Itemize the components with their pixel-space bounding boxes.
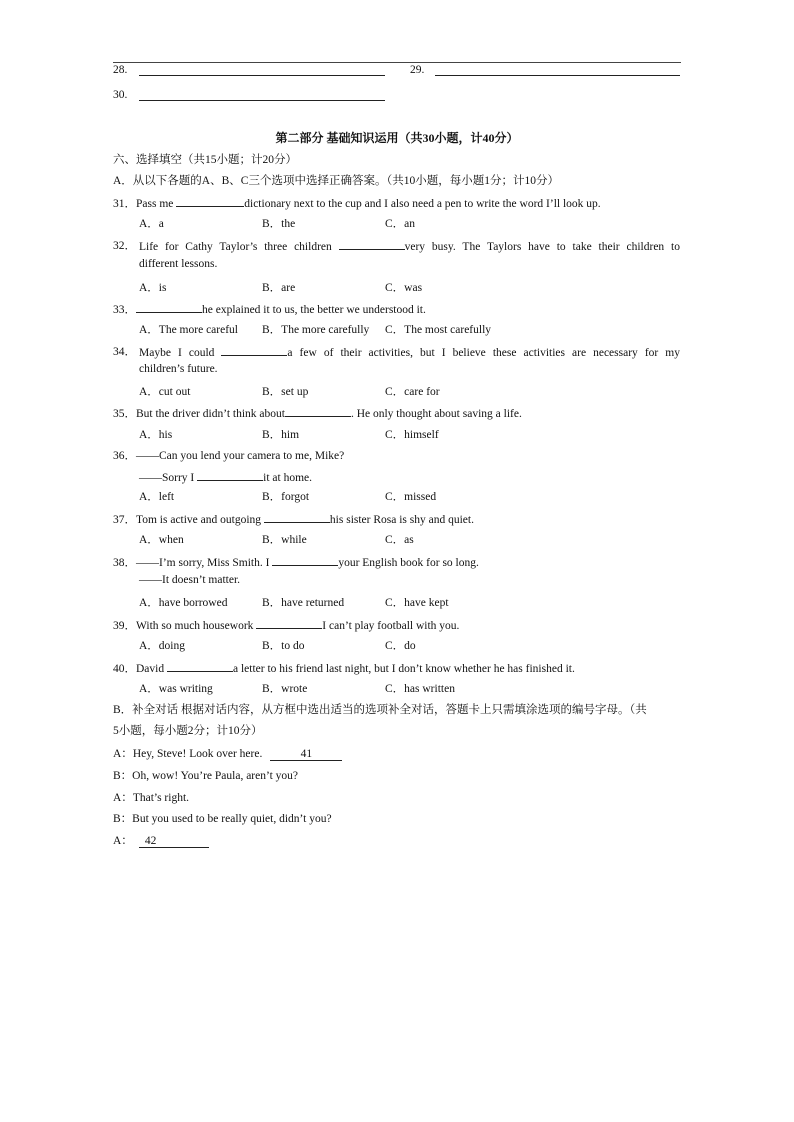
question-text-after: he explained it to us, the better we understood it. [202, 304, 426, 316]
option-b[interactable]: B．are [262, 282, 296, 294]
dialogue-line-5 [113, 832, 209, 848]
question-36-line2 [139, 468, 312, 484]
option-c[interactable]: C．care for [385, 386, 440, 398]
part-title: 第二部分 基础知识运用（共30小题，计40分） [275, 131, 519, 145]
blank[interactable] [167, 659, 233, 672]
dialogue-text: Oh, wow! You’re Paula, aren’t you? [132, 770, 299, 782]
option-b[interactable]: B．forgot [262, 491, 310, 503]
question-text-before: Maybe I could [139, 347, 222, 359]
option-b[interactable]: B．The more carefully [262, 324, 370, 336]
option-b[interactable]: B．him [262, 429, 300, 441]
sub-instruction-a: A．从以下各题的A、B、C三个选项中选择正确答案。（共10小题，每小题1分；计10分） [113, 175, 559, 187]
option-b[interactable]: B．to do [262, 640, 305, 652]
option-a[interactable]: A．have borrowed [139, 597, 228, 609]
question-text-after: . He only thought about saving a life. [350, 408, 522, 420]
question-number: 35． [113, 408, 136, 420]
option-a[interactable]: A．doing [139, 640, 185, 652]
option-a[interactable]: A．was writing [139, 683, 213, 695]
dialogue-text: That’s right. [132, 792, 190, 804]
question-40 [113, 659, 575, 676]
blank[interactable] [264, 510, 330, 523]
question-text-after: his sister Rosa is shy and quiet. [329, 514, 474, 526]
option-c[interactable]: C．have kept [385, 597, 449, 609]
option-b[interactable]: B．have returned [262, 597, 345, 609]
option-c[interactable]: C．as [385, 534, 414, 546]
question-33 [113, 300, 426, 317]
blank-42[interactable]: 42 [139, 835, 209, 848]
dialogue-line-1 [113, 745, 342, 761]
question-text-before: ——Sorry I [139, 472, 198, 484]
question-34 [139, 343, 680, 359]
option-b[interactable]: B．while [262, 534, 307, 546]
question-34-line2: children’s future. [139, 363, 218, 375]
question-31 [113, 194, 601, 211]
sub-instruction-b-line1: B．补全对话 根据对话内容，从方框中选出适当的选项补全对话，答题卡上只需填涂选项的编号字母。（共 [113, 704, 647, 716]
question-32 [139, 237, 680, 253]
blank[interactable] [256, 616, 322, 629]
question-text-before: With so much housework [136, 620, 257, 632]
dialogue-line-4 [113, 810, 332, 826]
question-39 [113, 616, 459, 633]
question-text-before: Life for Cathy Taylor’s three children [139, 241, 339, 253]
answer-line-30[interactable] [139, 100, 385, 101]
question-text-after: a few of their activities, but I believe these activities are necessary for my [287, 347, 680, 359]
answer-label-29: 29. [410, 64, 425, 76]
question-37 [113, 510, 474, 527]
speaker: A： [113, 835, 133, 847]
question-text-before: ——Can you lend your camera to me, Mike? [136, 450, 345, 462]
question-number: 36． [113, 450, 136, 462]
question-36 [113, 447, 344, 463]
option-c[interactable]: C．The most carefully [385, 324, 492, 336]
blank[interactable] [197, 468, 263, 481]
blank[interactable] [136, 300, 202, 313]
option-c[interactable]: C．was [385, 282, 423, 294]
question-number: 33． [113, 304, 136, 316]
blank[interactable] [221, 343, 287, 356]
question-text-after: a letter to his friend last night, but I don’t know whether he has finished it. [232, 663, 575, 675]
option-c[interactable]: C．has written [385, 683, 455, 695]
option-a[interactable]: A．The more careful [139, 324, 238, 336]
dialogue-text: Hey, Steve! Look over here. [132, 748, 263, 760]
question-number-32: 32． [113, 240, 136, 252]
blank[interactable] [176, 194, 244, 207]
option-a[interactable]: A．his [139, 429, 173, 441]
speaker: B： [113, 770, 133, 782]
question-text-before: ——I’m sorry, Miss Smith. I [136, 557, 273, 569]
page-top-rule [113, 62, 681, 63]
option-c[interactable]: C．an [385, 218, 416, 230]
question-number: 39． [113, 620, 136, 632]
sub-instruction-b-line2: 5小题，每小题2分；计10分） [113, 725, 263, 737]
blank[interactable] [339, 237, 405, 250]
dialogue-line-3 [113, 789, 189, 805]
question-number: 37． [113, 514, 136, 526]
speaker: A： [113, 792, 133, 804]
question-number-34: 34． [113, 346, 136, 358]
option-a[interactable]: A．left [139, 491, 175, 503]
speaker: B： [113, 813, 133, 825]
question-38-line2: ——It doesn’t matter. [139, 574, 241, 586]
question-38 [113, 553, 479, 570]
question-text-after: I can’t play football with you. [322, 620, 460, 632]
answer-line-29[interactable] [435, 75, 680, 76]
question-text-after: your English book for so long. [338, 557, 479, 569]
blank[interactable] [285, 404, 351, 417]
question-text-after: dictionary next to the cup and I also need a pen to write the word I’ll look up. [244, 198, 601, 210]
question-text-after: very busy. The Taylors have to take their children to [404, 241, 680, 253]
question-text-before: Tom is active and outgoing [136, 514, 264, 526]
question-text-before: But the driver didn’t think about [136, 408, 285, 420]
question-number: 40． [113, 663, 136, 675]
section-heading: 六、选择填空（共15小题；计20分） [113, 154, 297, 166]
option-c[interactable]: C．do [385, 640, 416, 652]
blank-41[interactable]: 41 [270, 748, 342, 761]
option-b[interactable]: B．set up [262, 386, 309, 398]
option-c[interactable]: C．himself [385, 429, 439, 441]
option-c[interactable]: C．missed [385, 491, 437, 503]
option-a[interactable]: A．is [139, 282, 167, 294]
question-text-after: it at home. [263, 472, 313, 484]
dialogue-text: But you used to be really quiet, didn’t you? [132, 813, 332, 825]
speaker: A： [113, 748, 133, 760]
answer-label-30: 30. [113, 89, 128, 101]
option-b[interactable]: B．the [262, 218, 296, 230]
option-b[interactable]: B．wrote [262, 683, 308, 695]
option-a[interactable]: A．when [139, 534, 184, 546]
option-a[interactable]: A．cut out [139, 386, 191, 398]
question-text-before: David [136, 663, 167, 675]
question-text-before: Pass me [136, 198, 177, 210]
answer-line-28[interactable] [139, 75, 385, 76]
blank[interactable] [272, 553, 338, 566]
question-number: 38． [113, 557, 136, 569]
question-32-line2: different lessons. [139, 258, 218, 270]
option-a[interactable]: A．a [139, 218, 164, 230]
question-35 [113, 404, 522, 421]
dialogue-line-2 [113, 767, 298, 783]
answer-label-28: 28. [113, 64, 128, 76]
question-number: 31． [113, 198, 136, 210]
